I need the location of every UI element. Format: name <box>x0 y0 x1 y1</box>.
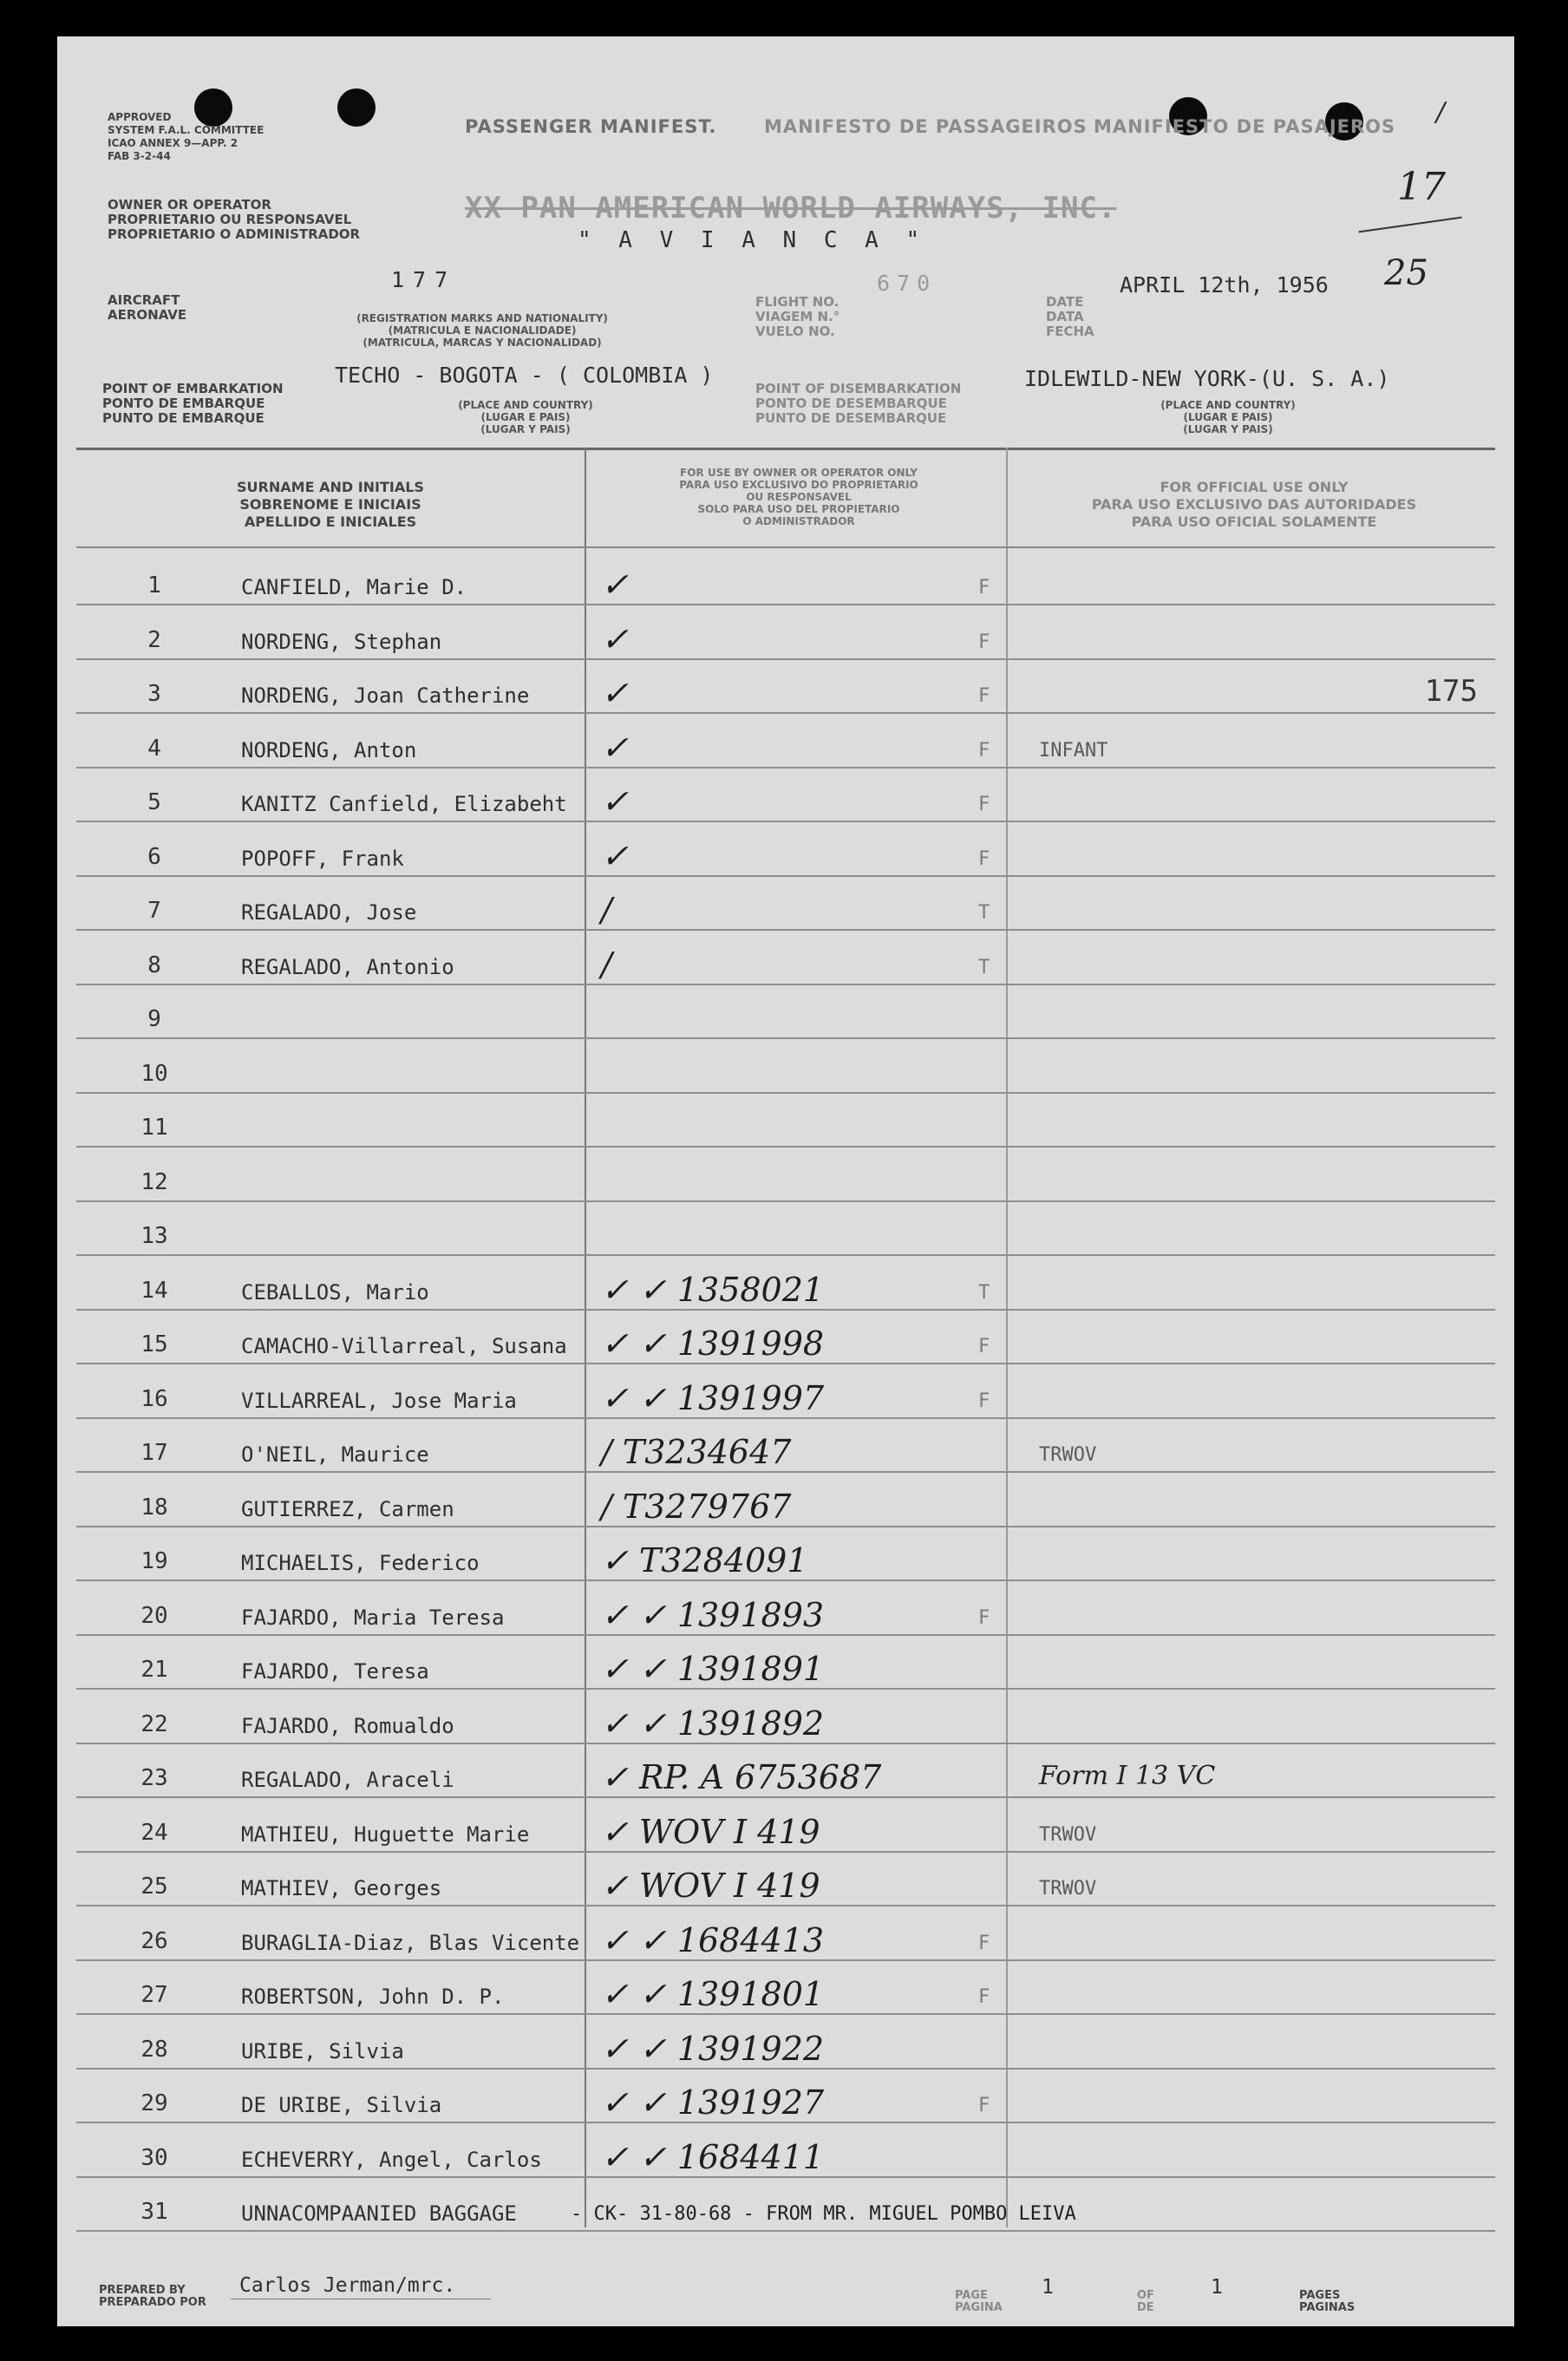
row-number: 4 <box>147 735 161 762</box>
row-number: 2 <box>147 626 161 653</box>
official-use-entry: TRWOV <box>1039 1444 1097 1466</box>
date-value: APRIL 12th, 1956 <box>1120 272 1329 298</box>
owner-use-code: F <box>978 1390 990 1412</box>
passenger-name: ECHEVERRY, Angel, Carlos <box>241 2147 542 2172</box>
owner-use-entry: ✓ ✓ 1391998 <box>601 1324 825 1363</box>
table-row <box>76 767 1495 822</box>
table-row <box>76 605 1495 660</box>
table-row <box>76 658 1495 714</box>
row-number: 28 <box>140 2036 168 2063</box>
passenger-name: CAMACHO-Villarreal, Susana <box>241 1334 567 1358</box>
page-number: 1 <box>1042 2276 1054 2299</box>
row-number: 11 <box>140 1115 168 1141</box>
passenger-name: NORDENG, Stephan <box>241 629 442 654</box>
owner-use-entry: / T3234647 <box>601 1433 792 1471</box>
row-number: 3 <box>147 681 161 707</box>
title-portuguese: MANIFESTO DE PASSAGEIROS <box>764 116 1088 137</box>
row-number: 24 <box>140 1819 168 1846</box>
owner-use-entry: ✓ WOV I 419 <box>601 1867 820 1905</box>
owner-use-entry: ✓ ✓ 1684413 <box>601 1920 825 1959</box>
table-row <box>76 1526 1495 1581</box>
row-number: 12 <box>140 1168 168 1195</box>
official-use-entry: TRWOV <box>1039 1878 1097 1900</box>
owner-use-entry: ✓ WOV I 419 <box>601 1812 820 1851</box>
owner-use-entry: ✓ <box>601 674 629 712</box>
table-row <box>76 1851 1495 1906</box>
owner-use-code: F <box>978 1986 990 2008</box>
column-header-name: SURNAME AND INITIALS SOBRENOME E INICIAIS APELLIDO E INICIALES <box>237 479 424 530</box>
disembarkation-value: IDLEWILD-NEW YORK-(U. S. A.) <box>1024 366 1390 391</box>
row-number: 18 <box>140 1494 168 1521</box>
page-total: 1 <box>1211 2276 1223 2299</box>
table-row <box>76 1797 1495 1853</box>
margin-note-25: 25 <box>1384 253 1428 293</box>
table-row <box>76 1634 1495 1690</box>
table-row <box>76 1417 1495 1473</box>
embarkation-value: TECHO - BOGOTA - ( COLOMBIA ) <box>335 363 714 388</box>
owner-labels: OWNER OR OPERATOR PROPRIETARIO OU RESPONSAVEL PROPRIETARIO O ADMINISTRADOR <box>108 197 361 242</box>
owner-use-entry: ✓ ✓ 1358021 <box>601 1270 825 1309</box>
row-number: 6 <box>147 843 161 870</box>
table-row <box>76 2014 1495 2070</box>
form-approval-block: APPROVED SYSTEM F.A.L. COMMITTEE ICAO ANNEX 9—APP. 2 FAB 3-2-44 <box>108 111 265 162</box>
flight-labels: FLIGHT NO. VIAGEM N.° VUELO NO. <box>755 294 840 339</box>
row-number: 31 <box>140 2199 168 2225</box>
table-row <box>76 1309 1495 1364</box>
embarkation-labels: POINT OF EMBARKATION PONTO DE EMBARQUE PUNTO DE EMBARQUE <box>102 381 284 426</box>
owner-use-entry: ✓ RP. A 6753687 <box>601 1758 882 1796</box>
table-row <box>76 1038 1495 1094</box>
table-row <box>76 2176 1495 2232</box>
owner-use-entry: ✓ ✓ 1391891 <box>601 1650 825 1688</box>
owner-use-entry: ✓ <box>601 566 629 604</box>
owner-use-entry: - CK- 31-80-68 - FROM MR. MIGUEL POMBO LEIVA <box>571 2203 1076 2225</box>
aircraft-labels: AIRCRAFT AERONAVE <box>108 292 187 323</box>
passenger-name: CEBALLOS, Mario <box>241 1279 429 1305</box>
official-use-mark: 175 <box>1424 674 1478 709</box>
date-labels: DATE DATA FECHA <box>1046 294 1094 339</box>
owner-use-entry: ✓ ✓ 1391922 <box>601 2029 825 2068</box>
table-row <box>76 1472 1495 1527</box>
column-header-owner-use: FOR USE BY OWNER OR OPERATOR ONLY PARA USO EXCLUSIVO DO PROPRIETARIO OU RESPONSAVEL SOLO PARA USO DEL PROPIETARIO O ADMINISTRADOR <box>679 467 918 527</box>
table-row <box>76 1689 1495 1744</box>
passenger-name: DE URIBE, Silvia <box>241 2093 442 2117</box>
pages-labels: PAGES PAGINAS <box>1299 2289 1356 2314</box>
disembarkation-labels: POINT OF DISEMBARKATION PONTO DE DESEMBARQUE PUNTO DE DESEMBARQUE <box>755 381 962 426</box>
owner-use-code: F <box>978 794 990 815</box>
owner-use-entry: / <box>601 891 612 929</box>
owner-use-entry: ✓ <box>601 619 629 658</box>
owner-use-entry: ✓ ✓ 1391927 <box>601 2083 825 2122</box>
owner-struck-name: XX PAN AMERICAN WORLD AIRWAYS, INC. <box>465 191 1117 226</box>
table-row <box>76 1959 1495 2015</box>
passenger-name: ROBERTSON, John D. P. <box>241 1985 505 2009</box>
row-number: 21 <box>140 1657 168 1683</box>
passenger-name: URIBE, Silvia <box>241 2038 404 2063</box>
row-number: 26 <box>140 1927 168 1954</box>
owner-use-entry: ✓ ✓ 1391801 <box>601 1975 825 2013</box>
table-row <box>76 1906 1495 1961</box>
table-row <box>76 1743 1495 1798</box>
owner-use-entry: / <box>601 945 612 984</box>
table-row <box>76 1092 1495 1148</box>
row-number: 5 <box>147 789 161 815</box>
table-row <box>76 875 1495 931</box>
column-header-official: FOR OFFICIAL USE ONLY PARA USO EXCLUSIVO DAS AUTORIDADES PARA USO OFICIAL SOLAMENTE <box>1091 479 1417 530</box>
row-number: 23 <box>140 1765 168 1791</box>
official-use-entry: Form I 13 VC <box>1039 1761 1216 1791</box>
owner-use-code: F <box>978 631 990 653</box>
header-bottom-rule <box>76 546 1495 548</box>
passenger-name: BURAGLIA-Diaz, Blas Vicente <box>241 1930 580 1955</box>
owner-use-entry: / T3279767 <box>601 1487 792 1526</box>
passenger-name: NORDENG, Anton <box>241 737 417 762</box>
passenger-name: FAJARDO, Maria Teresa <box>241 1605 505 1630</box>
owner-use-entry: ✓ <box>601 836 629 875</box>
row-number: 27 <box>140 1982 168 2008</box>
table-row <box>76 930 1495 985</box>
passenger-name: CANFIELD, Marie D. <box>241 575 467 599</box>
row-number: 9 <box>147 1006 161 1032</box>
table-row <box>76 1580 1495 1636</box>
prepared-by-value: Carlos Jerman/mrc. <box>239 2274 456 2297</box>
passenger-name: MATHIEV, Georges <box>241 1876 442 1900</box>
owner-use-code: T <box>978 902 990 924</box>
row-number: 1 <box>147 572 161 598</box>
title-spanish: MANIFIESTO DE PASAJEROS <box>1094 116 1396 137</box>
passenger-name: REGALADO, Antonio <box>241 954 454 979</box>
passenger-name: POPOFF, Frank <box>241 846 404 871</box>
owner-use-code: F <box>978 1336 990 1357</box>
aircraft-value: 177 <box>391 267 457 292</box>
manifest-sheet <box>57 36 1514 2326</box>
row-number: 13 <box>140 1223 168 1249</box>
owner-use-entry: ✓ <box>601 782 629 821</box>
table-row <box>76 1255 1495 1311</box>
table-row <box>76 2068 1495 2123</box>
owner-use-entry: ✓ T3284091 <box>601 1541 808 1579</box>
passenger-name: MICHAELIS, Federico <box>241 1551 480 1575</box>
owner-use-code: T <box>978 956 990 978</box>
owner-use-entry: ✓ ✓ 1391892 <box>601 1704 825 1743</box>
owner-use-code: T <box>978 1281 990 1304</box>
row-number: 8 <box>147 952 161 978</box>
margin-note-slash: / <box>1436 97 1446 128</box>
owner-use-code: F <box>978 1932 990 1954</box>
table-row <box>76 713 1495 768</box>
passenger-name: REGALADO, Jose <box>241 900 417 925</box>
owner-use-entry: ✓ ✓ 1391997 <box>601 1378 825 1417</box>
row-number: 25 <box>140 1874 168 1900</box>
owner-use-entry: ✓ ✓ 1391893 <box>601 1595 825 1634</box>
prepared-by-labels: PREPARED BY PREPARADO POR <box>99 2284 206 2309</box>
owner-use-entry: ✓ ✓ 1684411 <box>601 2137 825 2176</box>
row-number: 16 <box>140 1385 168 1412</box>
row-number: 22 <box>140 1710 168 1737</box>
official-use-entry: INFANT <box>1039 739 1108 762</box>
margin-note-underline <box>1358 217 1461 233</box>
row-number: 15 <box>140 1331 168 1357</box>
table-row <box>76 821 1495 877</box>
table-row <box>76 550 1495 605</box>
official-use-entry: TRWOV <box>1039 1823 1097 1846</box>
table-row <box>76 1364 1495 1419</box>
table-row <box>76 1200 1495 1256</box>
passenger-name: KANITZ Canfield, Elizabeht <box>241 792 567 816</box>
passenger-name: VILLARREAL, Jose Maria <box>241 1388 517 1413</box>
aircraft-caption: (REGISTRATION MARKS AND NATIONALITY) (MATRICULA E NACIONALIDADE) (MATRICULA, MARCAS Y NACIONALIDAD) <box>356 312 608 349</box>
owner-use-code: F <box>978 847 990 870</box>
row-number: 19 <box>140 1548 168 1574</box>
embarkation-caption: (PLACE AND COUNTRY) (LUGAR E PAIS) (LUGAR Y PAIS) <box>458 399 593 435</box>
passenger-name: GUTIERREZ, Carmen <box>241 1496 454 1521</box>
table-row <box>76 2122 1495 2178</box>
row-number: 30 <box>140 2144 168 2171</box>
of-labels: OF DE <box>1137 2289 1154 2314</box>
passenger-name: MATHIEU, Huguette Marie <box>241 1821 530 1847</box>
disembarkation-caption: (PLACE AND COUNTRY) (LUGAR E PAIS) (LUGAR Y PAIS) <box>1160 399 1296 435</box>
owner-name: " A V I A N C A " <box>578 227 927 253</box>
owner-use-code: F <box>978 739 990 762</box>
owner-use-code: F <box>978 577 990 598</box>
passenger-name: REGALADO, Araceli <box>241 1768 454 1792</box>
owner-use-code: F <box>978 685 990 707</box>
title-english: PASSENGER MANIFEST. <box>465 116 717 137</box>
row-number: 29 <box>140 2090 168 2116</box>
row-number: 17 <box>140 1440 168 1466</box>
punch-hole-left-2 <box>337 88 376 127</box>
table-top-rule <box>76 448 1495 450</box>
row-number: 10 <box>140 1060 168 1087</box>
margin-note-17: 17 <box>1397 165 1446 209</box>
passenger-name: UNNACOMPAANIED BAGGAGE <box>241 2201 517 2226</box>
owner-use-code: F <box>978 2095 990 2116</box>
row-number: 7 <box>147 898 161 924</box>
flight-value: 670 <box>877 271 938 296</box>
owner-use-entry: ✓ <box>601 728 629 767</box>
passenger-name: O'NEIL, Maurice <box>241 1442 429 1467</box>
table-row <box>76 984 1495 1039</box>
passenger-name: FAJARDO, Romualdo <box>241 1713 454 1738</box>
passenger-name: NORDENG, Joan Catherine <box>241 683 530 708</box>
owner-use-code: F <box>978 1606 990 1629</box>
table-row <box>76 1147 1495 1202</box>
page-labels: PAGE PAGINA <box>955 2289 1003 2314</box>
row-number: 14 <box>140 1277 168 1304</box>
row-number: 20 <box>140 1602 168 1629</box>
passenger-name: FAJARDO, Teresa <box>241 1659 429 1684</box>
